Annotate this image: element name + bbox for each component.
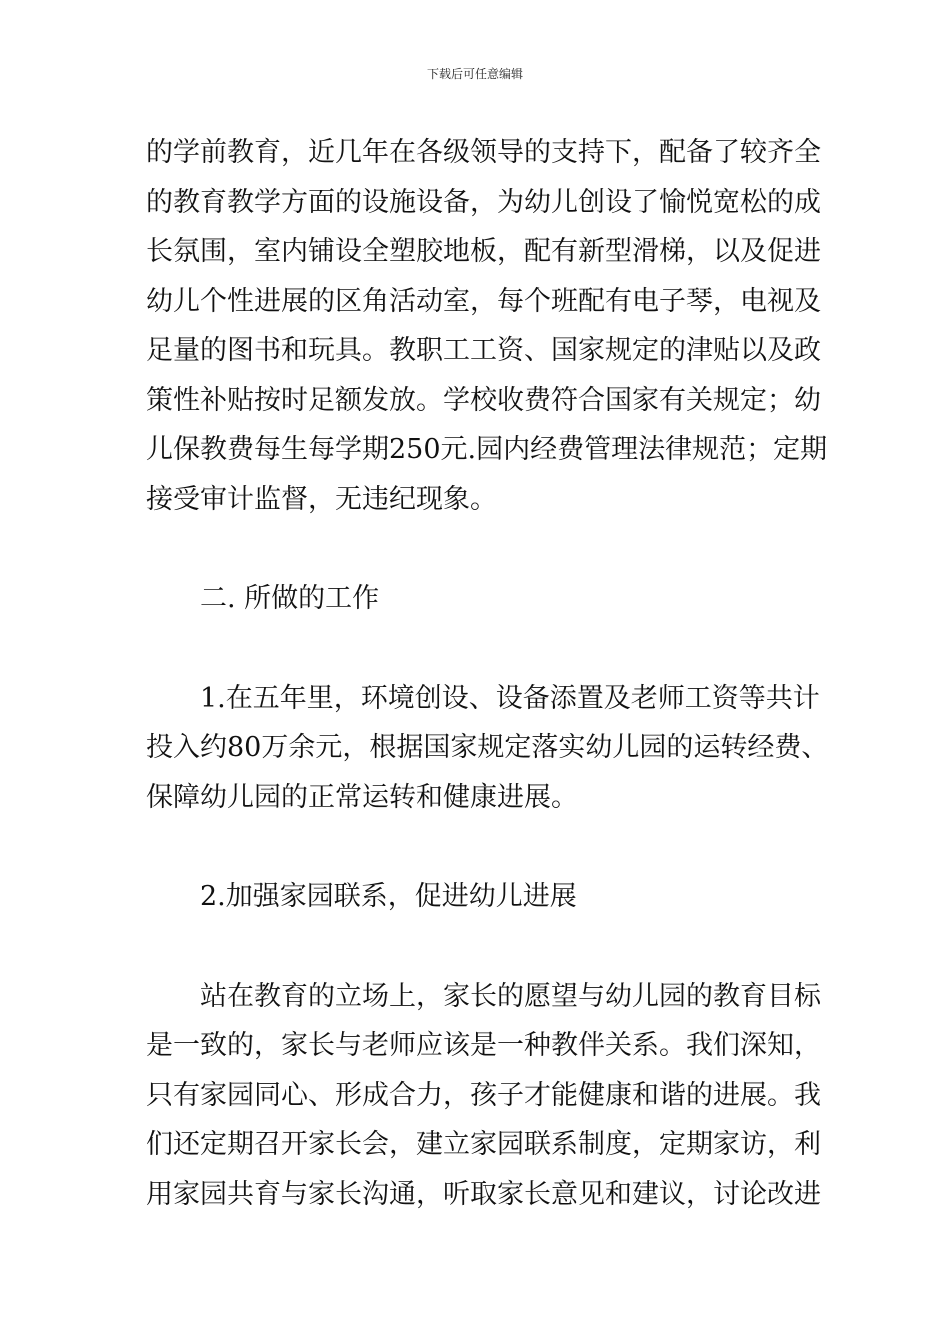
text-line: 们还定期召开家长会，建立家园联系制度，定期家访，利 <box>146 1129 821 1160</box>
text-line: 幼儿个性进展的区角活动室，每个班配有电子琴，电视及 <box>146 285 821 317</box>
paragraph-spacer <box>146 524 812 574</box>
text-line: 接受审计监督，无违纪现象。 <box>146 483 497 515</box>
text-line: 儿保教费每生每学期250元.园内经费管理法律规范；定期 <box>146 434 828 465</box>
paragraph-spacer <box>146 822 812 872</box>
paragraph-home-school <box>146 972 821 1220</box>
section-heading <box>146 574 812 624</box>
paragraph-facilities <box>146 128 828 524</box>
text-line: 1.在五年里，环境创设、设备添置及老师工资等共计 <box>200 682 820 714</box>
text-line: 只有家园同心、形成合力，孩子才能健康和谐的进展。我 <box>146 1079 821 1111</box>
heading-text: 2.加强家园联系，促进幼儿进展 <box>200 881 577 912</box>
text-line: 策性补贴按时足额发放。学校收费符合国家有关规定；幼 <box>146 384 821 416</box>
text-line: 保障幼儿园的正常运转和健康进展。 <box>146 781 578 813</box>
heading-text: 二. 所做的工作 <box>200 583 380 614</box>
text-line: 长氛围，室内铺设全塑胶地板，配有新型滑梯，以及促进 <box>146 236 821 267</box>
text-line: 投入约80万余元，根据国家规定落实幼儿园的运转经费、 <box>146 732 829 763</box>
text-line: 足量的图书和玩具。教职工工资、国家规定的津贴以及政 <box>146 335 821 366</box>
paragraph-spacer <box>146 624 812 674</box>
text-line: 用家园共育与家长沟通，听取家长意见和建议，讨论改进 <box>146 1178 821 1210</box>
text-line: 站在教育的立场上，家长的愿望与幼儿园的教育目标 <box>200 980 821 1012</box>
text-line: 是一致的，家长与老师应该是一种教伴关系。我们深知， <box>146 1030 821 1061</box>
document-body <box>146 128 829 1219</box>
text-line: 的教育教学方面的设施设备，为幼儿创设了愉悦宽松的成 <box>146 186 821 218</box>
paragraph-investment <box>146 674 829 823</box>
page-header: 下载后可任意编辑 <box>426 67 523 81</box>
subsection-heading <box>146 872 812 922</box>
text-line: 的学前教育，近几年在各级领导的支持下，配备了较齐全 <box>146 137 821 168</box>
paragraph-spacer <box>146 922 812 972</box>
